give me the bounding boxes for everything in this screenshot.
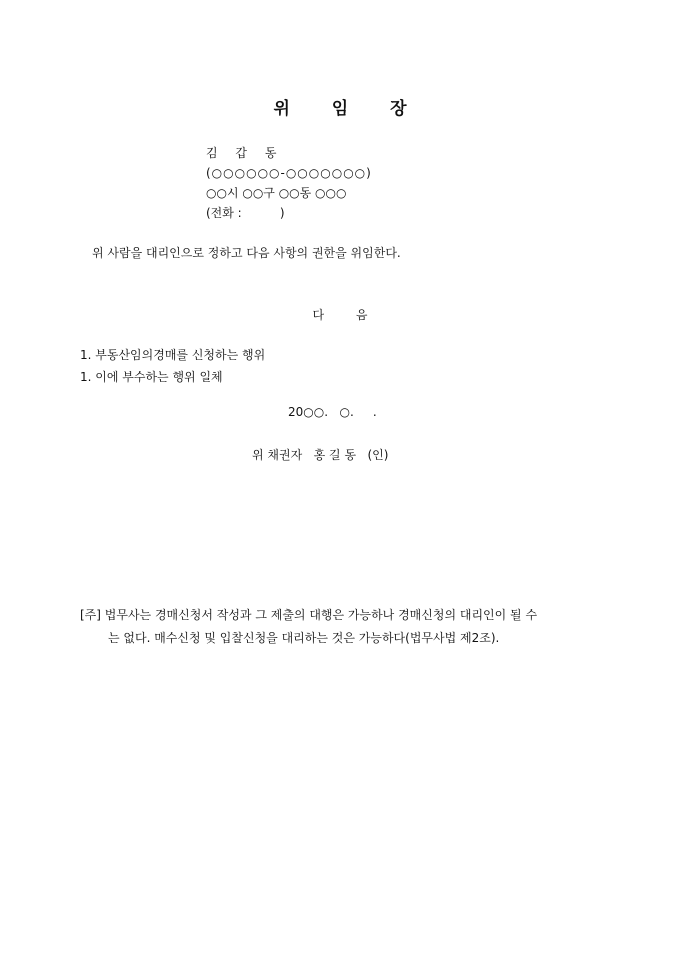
grantee-id-number: (○○○○○○-○○○○○○○) — [206, 166, 372, 180]
list-item: 1. 이에 부수하는 행위 일체 — [80, 370, 223, 384]
footnote — [80, 604, 620, 650]
section-heading: 다 음 — [312, 308, 368, 322]
footnote-line-1: [주] 법무사는 경매신청서 작성과 그 제출의 대행은 가능하나 경매신청의 대리인이 될 수 — [80, 608, 538, 622]
document-title: 위 임 장 — [273, 99, 407, 119]
delegation-statement: 위 사람을 대리인으로 정하고 다음 사항의 권한을 위임한다. — [92, 246, 401, 260]
grantee-address: ○○시 ○○구 ○○동 ○○○ — [206, 186, 347, 200]
grantee-name: 김 갑 동 — [206, 146, 277, 160]
grantee-phone: (전화 : ) — [206, 206, 285, 220]
document-date: 20○○. ○. . — [288, 405, 377, 419]
list-item: 1. 부동산임의경매를 신청하는 행위 — [80, 348, 266, 362]
signature-line: 위 채권자 홍 길 동 (인) — [252, 448, 389, 462]
footnote-line-2: 는 없다. 매수신청 및 입찰신청을 대리하는 것은 가능하다(법무사법 제2조). — [108, 631, 500, 645]
